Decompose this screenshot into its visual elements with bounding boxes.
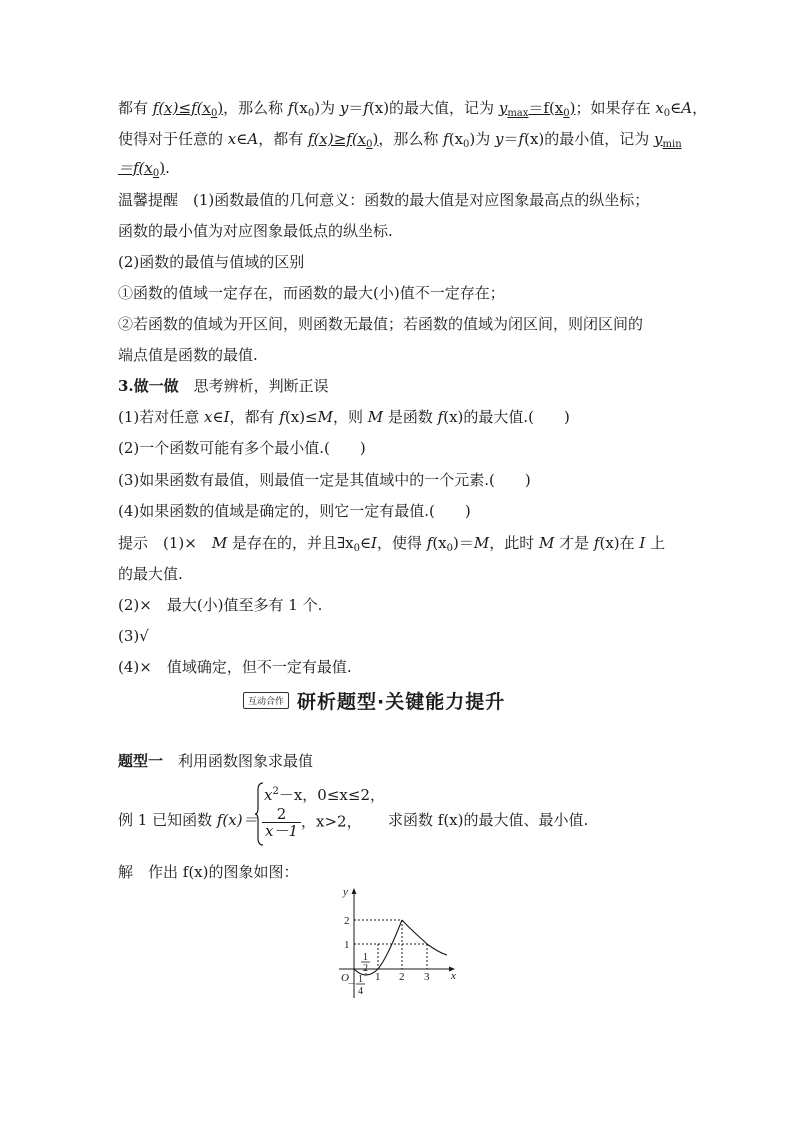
line-2: 使得对于任意的 x∈A，都有 $f(x)\ge f(x_0)$，那么称 $f(x_0)$为 y＝f(x)的最小值，记为 $y_{min}$: [118, 130, 682, 150]
line-4: 温馨提醒 (1)函数最值的几何意义：函数的最大值是对应图象最高点的纵坐标；: [118, 191, 650, 209]
quarter-den: 4: [358, 986, 363, 997]
example-intro: 例 1 已知函数 f(x)＝: [118, 811, 258, 829]
section-tag: 互动合作: [243, 692, 289, 709]
solution-line: 解 作出 f(x)的图象如图：: [118, 863, 299, 881]
line-3: $=f(x_0)$.: [118, 159, 170, 179]
y-tick-1: 1: [344, 939, 350, 951]
quarter-num: 1: [358, 974, 363, 985]
origin-label: O: [341, 972, 349, 984]
line-18: (3)√: [118, 627, 149, 645]
line-15: 提示 (1)× M 是存在的，并且$\exists x_0\in I$，使得 $f(x_0)=M$，此时 M 才是 f(x)在 I 上: [118, 534, 666, 554]
line-19: (4)× 值域确定，但不一定有最值.: [118, 658, 352, 676]
curve-hyperbola: [402, 920, 447, 955]
example-question: 求函数 f(x)的最大值、最小值.: [388, 811, 589, 829]
line-6: (2)函数的最值与值域的区别: [118, 253, 305, 271]
line-16: 的最大值.: [118, 565, 183, 583]
line-9: 端点值是函数的最值.: [118, 346, 258, 364]
line-7: ①函数的值域一定存在，而函数的最大(小)值不一定存在；: [118, 284, 505, 302]
x-axis-label: x: [451, 970, 456, 982]
line-1: 都有 $f(x)\le f(x_0)$，那么称 $f(x_0)$为 y＝f(x)的最大值，记为 $y_{max}=f(x_0)$；如果存在 $x_0\in A$，: [118, 99, 708, 119]
x-tick-1: 1: [375, 971, 381, 983]
type-title: 利用函数图象求最值: [178, 752, 314, 770]
x-tick-3: 3: [424, 971, 430, 983]
half-den: 2: [363, 963, 368, 974]
y-axis-arrow: [352, 888, 357, 894]
section-heading: [243, 687, 505, 714]
line-17: (2)× 最大(小)值至多有 1 个.: [118, 596, 323, 614]
line-10: 3.做一做 思考辨析，判断正误: [118, 377, 329, 395]
line-14: (4)如果函数的值域是确定的，则它一定有最值.( ): [118, 502, 471, 520]
piecewise-case-2: $\frac{2}{x-1}$ ，x>2，: [262, 806, 362, 839]
y-axis-label: y: [343, 886, 348, 898]
neg-sign: －: [347, 979, 357, 989]
line-11: (1)若对任意 x∈I，都有 f(x)≤M，则 M 是函数 f(x)的最大值.( ): [118, 408, 570, 426]
type-label: 题型一: [118, 752, 164, 770]
y-tick-2: 2: [344, 915, 350, 927]
line-8: ②若函数的值域为开区间，则函数无最值；若函数的值域为闭区间，则闭区间的: [118, 315, 644, 333]
half-num: 1: [363, 952, 368, 963]
function-graph: [325, 882, 465, 1007]
line-13: (3)如果函数有最值，则最值一定是其值域中的一个元素.( ): [118, 471, 531, 489]
case-2-fraction: $\frac{2}{x-1}$: [262, 806, 301, 839]
curve-parabola-exact: [354, 920, 402, 975]
line-5: 函数的最小值为对应图象最低点的纵坐标.: [118, 222, 393, 240]
piecewise-case-1: $x^2-x$，0≤x≤2，: [264, 786, 385, 804]
section-title: 研析题型·关键能力提升: [297, 691, 506, 713]
line-12: (2)一个函数可能有多个最小值.( ): [118, 439, 366, 457]
x-tick-2: 2: [399, 971, 405, 983]
type-heading: [118, 751, 313, 771]
